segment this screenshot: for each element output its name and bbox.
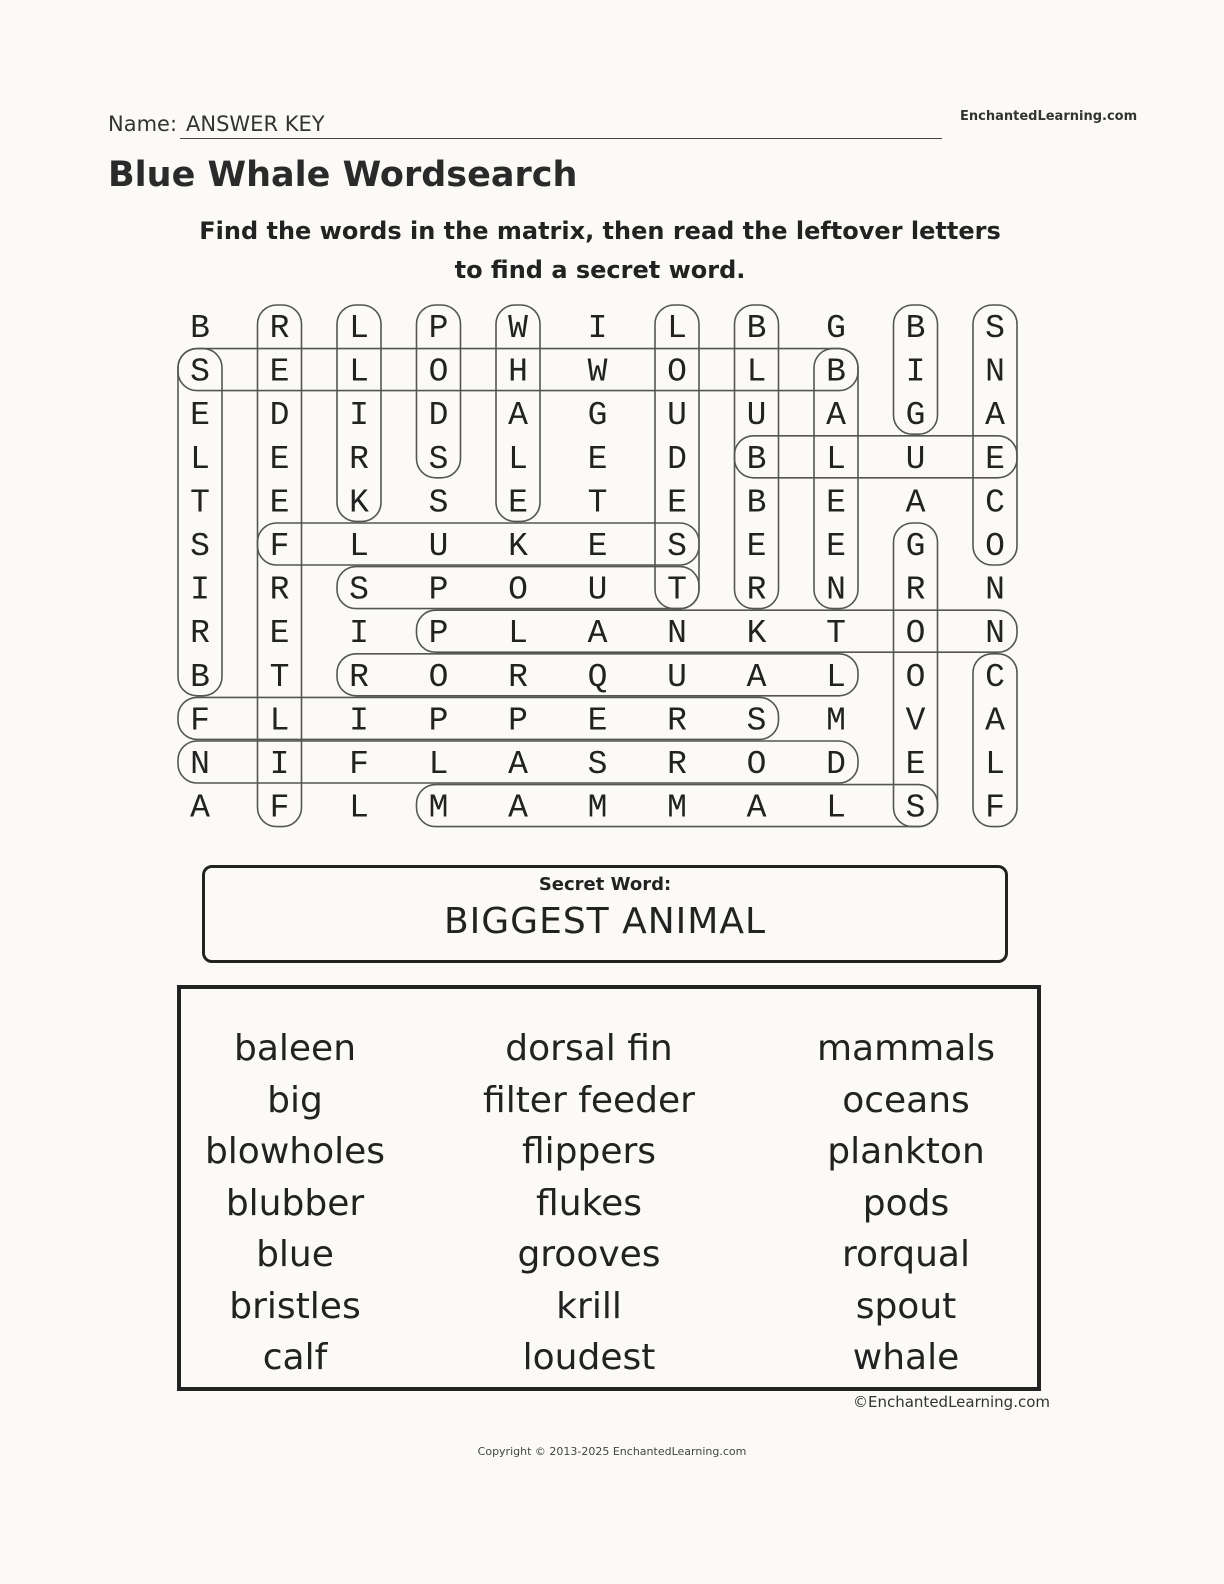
word-item: blubber [225, 1182, 365, 1224]
grid-letter: O [985, 528, 1005, 565]
name-label: Name: [108, 112, 178, 136]
grid-letter: R [349, 658, 369, 696]
word-item: pods [862, 1182, 950, 1224]
grid-letter: E [587, 528, 608, 565]
grid-letter: R [667, 746, 687, 783]
grid-letter: L [349, 310, 369, 347]
grid-letter: A [508, 746, 528, 783]
word-item: spout [855, 1285, 957, 1327]
grid-letter: A [508, 397, 528, 435]
grid-letter: R [746, 571, 767, 609]
grid-letter: E [269, 353, 290, 391]
grid-letter: O [667, 353, 687, 391]
grid-letter: R [349, 440, 369, 478]
grid-letter: E [826, 484, 846, 522]
word-item: krill [556, 1285, 622, 1327]
word-item: whale [852, 1337, 960, 1378]
grid-letter: T [667, 571, 687, 609]
word-list-column-2 [449, 1023, 729, 1384]
grid-letter: U [905, 440, 926, 478]
grid-letter: O [746, 746, 767, 783]
grid-letter: F [985, 789, 1005, 827]
grid-letter: D [269, 397, 290, 435]
grid-letter: P [428, 571, 449, 609]
grid-letter: I [269, 746, 290, 783]
grid-letter: K [349, 484, 369, 522]
grid-letter: F [349, 746, 369, 783]
grid-letter: M [826, 702, 846, 740]
word-item: blowholes [204, 1131, 386, 1172]
word-item: bristles [229, 1285, 361, 1327]
secret-word-label: Secret Word: [538, 874, 672, 895]
grid-letter: G [905, 397, 926, 435]
grid-letter: Q [587, 658, 608, 696]
word-item: grooves [517, 1234, 661, 1275]
grid-letter: T [190, 484, 210, 522]
grid-letter: L [746, 353, 767, 391]
grid-letter: B [746, 440, 767, 478]
grid-letter: E [269, 615, 290, 653]
grid-letter: G [587, 397, 608, 435]
grid-letter: W [587, 353, 608, 391]
grid-letter: F [269, 528, 290, 565]
grid-letter: S [667, 528, 687, 565]
grid-letter: L [826, 658, 846, 696]
grid-letter: B [826, 353, 846, 391]
copyright-text: Copyright © 2013-2025 EnchantedLearning.com [477, 1445, 747, 1458]
grid-letter: U [667, 658, 687, 696]
grid-letter: L [349, 789, 369, 827]
grid-letter: S [190, 353, 210, 391]
answer-loop-flukes [258, 523, 700, 565]
grid-letter: A [746, 789, 767, 827]
grid-letter: I [349, 702, 369, 740]
grid-letter: U [587, 571, 608, 609]
grid-letter: I [349, 615, 369, 653]
grid-letter: D [667, 440, 687, 478]
grid-letter: I [587, 310, 608, 347]
answer-loop-blue [735, 436, 1018, 478]
grid-letter: U [428, 528, 449, 565]
grid-letter: O [905, 615, 926, 653]
grid-letter: R [667, 702, 687, 740]
grid-letter: R [905, 571, 926, 609]
word-item: big [267, 1079, 323, 1121]
grid-letter: E [667, 484, 687, 522]
grid-letter: M [587, 789, 608, 827]
grid-letter: P [508, 702, 528, 740]
grid-letter: L [269, 702, 290, 740]
grid-letter: E [746, 528, 767, 565]
grid-letter: D [428, 397, 449, 435]
word-item: mammals [816, 1028, 996, 1069]
grid-letter: L [428, 746, 449, 783]
grid-letter: F [190, 702, 210, 740]
grid-letter: W [508, 310, 528, 347]
grid-letter: M [667, 789, 687, 827]
answer-loop-flippers [178, 697, 779, 739]
word-item: flippers [521, 1131, 657, 1172]
grid-letter: K [746, 615, 767, 653]
grid-letter: E [587, 702, 608, 740]
grid-letter: L [667, 310, 687, 347]
grid-letter: A [746, 658, 767, 696]
grid-letter: G [826, 310, 846, 347]
grid-letter: P [428, 702, 449, 740]
grid-letter: N [667, 615, 687, 653]
grid-letter: I [349, 397, 369, 435]
grid-letter: A [985, 397, 1005, 435]
grid-letter: S [985, 310, 1005, 347]
grid-letter: R [508, 658, 528, 696]
grid-letter: U [746, 397, 767, 435]
instructions-line-2: to find a secret word. [454, 256, 746, 284]
word-item: dorsal fin [505, 1028, 673, 1069]
grid-letter: A [985, 702, 1005, 740]
word-item: flukes [536, 1182, 642, 1224]
secret-word-value: BIGGEST ANIMAL [443, 901, 767, 942]
grid-letter: O [428, 658, 449, 696]
grid-letter: L [508, 615, 528, 653]
grid-letter: O [428, 353, 449, 391]
grid-letter: E [985, 440, 1005, 478]
grid-letter: L [985, 746, 1005, 783]
credit-text: ©EnchantedLearning.com [853, 1393, 1050, 1411]
grid-letter: G [905, 528, 926, 565]
grid-letter: F [269, 789, 290, 827]
grid-letter: V [905, 702, 926, 740]
grid-letter: H [508, 353, 528, 391]
grid-letter: P [428, 615, 449, 653]
word-list-box [177, 985, 1041, 1391]
grid-letter: N [985, 615, 1005, 653]
grid-letter: E [508, 484, 528, 522]
grid-letter: C [985, 658, 1005, 696]
grid-letter: D [826, 746, 846, 783]
grid-letter: L [190, 440, 210, 478]
grid-letter: A [905, 484, 926, 522]
grid-letter: O [508, 571, 528, 609]
grid-letter: N [985, 571, 1005, 609]
grid-letter: E [905, 746, 926, 783]
secret-word-box [202, 865, 1008, 963]
grid-letter: B [190, 310, 210, 347]
grid-letter: E [269, 484, 290, 522]
grid-letter: B [905, 310, 926, 347]
grid-letter: B [746, 310, 767, 347]
word-list-column-3 [766, 1023, 1046, 1384]
grid-letter: E [826, 528, 846, 565]
grid-letter: S [428, 484, 449, 522]
word-item: blue [256, 1234, 334, 1275]
grid-letter: L [826, 789, 846, 827]
grid-letter: L [508, 440, 528, 478]
grid-letter: T [269, 658, 290, 696]
grid-letter: O [905, 658, 926, 696]
grid-letter: U [667, 397, 687, 435]
word-item: oceans [842, 1079, 970, 1121]
grid-letter: K [508, 528, 528, 565]
grid-letter: S [905, 789, 926, 827]
grid-letter: S [428, 440, 449, 478]
grid-letter: A [587, 615, 608, 653]
word-item: filter feeder [483, 1079, 695, 1121]
word-item: loudest [522, 1337, 656, 1378]
grid-letter: L [826, 440, 846, 478]
grid-letter: B [190, 658, 210, 696]
word-item: baleen [233, 1028, 357, 1069]
grid-letter: B [746, 484, 767, 522]
grid-letter: S [190, 528, 210, 565]
grid-letter: T [587, 484, 608, 522]
grid-letter: T [826, 615, 846, 653]
grid-letter: L [349, 528, 369, 565]
grid-letter: A [190, 789, 210, 827]
grid-letter: N [826, 571, 846, 609]
name-value: ANSWER KEY [186, 112, 325, 136]
grid-letter: L [349, 353, 369, 391]
grid-letter: S [746, 702, 767, 740]
grid-letter: I [905, 353, 926, 391]
grid-letter: S [349, 571, 369, 609]
grid-letter: S [587, 746, 608, 783]
grid-letter: I [190, 571, 210, 609]
grid-letter: E [269, 440, 290, 478]
instructions-line-1: Find the words in the matrix, then read the leftover letters [199, 217, 1001, 245]
grid-letter: N [190, 746, 210, 783]
grid-letter: P [428, 310, 449, 347]
grid-letter: R [269, 571, 290, 609]
grid-letter: A [826, 397, 846, 435]
grid-letter: A [508, 789, 528, 827]
page-title: Blue Whale Wordsearch [108, 155, 578, 195]
grid-letter: M [428, 789, 449, 827]
grid-letter: N [985, 353, 1005, 391]
word-item: rorqual [842, 1234, 970, 1275]
grid-letter: R [269, 310, 290, 347]
site-logo-text: EnchantedLearning.com [960, 109, 1138, 124]
grid-letter: E [190, 397, 210, 435]
grid-letter: C [985, 484, 1005, 522]
grid-letter: E [587, 440, 608, 478]
answer-loop-plankton [417, 610, 1018, 652]
word-list-column-1 [155, 1023, 435, 1384]
word-item: calf [262, 1337, 328, 1378]
word-item: plankton [827, 1131, 985, 1172]
grid-letter: R [190, 615, 210, 653]
